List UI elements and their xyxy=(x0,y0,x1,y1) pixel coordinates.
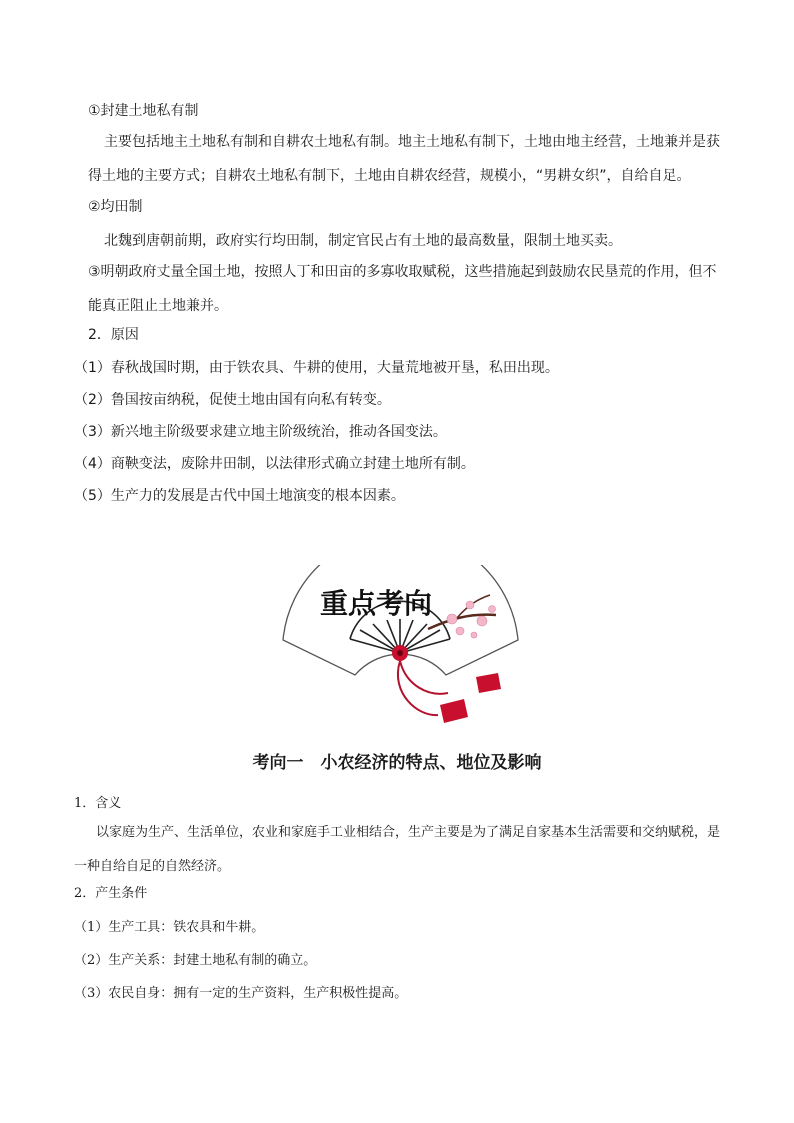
condition-item-3: （3）农民自身：拥有一定的生产资料，生产积极性提高。 xyxy=(74,986,408,1001)
cause-item-1: （1）春秋战国时期，由于铁农具、牛耕的使用，大量荒地被开垦，私田出现。 xyxy=(74,360,559,376)
definition-title: 1．含义 xyxy=(74,796,122,811)
banner-text: 重点考向 xyxy=(320,587,433,620)
item2-body: 北魏到唐朝前期，政府实行均田制，制定官民占有土地的最高数量，限制土地买卖。 xyxy=(104,233,622,249)
condition-item-2: （2）生产关系：封建土地私有制的确立。 xyxy=(74,953,317,968)
item1-body: 主要包括地主土地私有制和自耕农土地私有制。地主土地私有制下，土地由地主经营，土地兼并是获得土地的主要方式；自耕农土地私有制下，土地由自耕农经营，规模小，“男耕女织”，自给自足。 xyxy=(88,134,720,184)
cause-item-5: （5）生产力的发展是古代中国土地演变的根本因素。 xyxy=(74,488,405,504)
section-heading: 考向一 小农经济的特点、地位及影响 xyxy=(252,753,542,773)
definition-body: 以家庭为生产、生活单位，农业和家庭手工业相结合，生产主要是为了满足自家基本生活需要和交纳赋税，是一种自给自足的自然经济。 xyxy=(74,825,721,874)
item2-title: ②均田制 xyxy=(88,199,143,215)
folding-fan-icon xyxy=(278,565,523,730)
condition-item-1: （1）生产工具：铁农具和牛耕。 xyxy=(74,920,265,935)
cause-item-3: （3）新兴地主阶级要求建立地主阶级统治，推动各国变法。 xyxy=(74,424,447,440)
conditions-title: 2．产生条件 xyxy=(74,886,148,901)
cause-item-4: （4）商鞅变法，废除井田制，以法律形式确立封建土地所有制。 xyxy=(74,456,475,472)
section-title-causes: 2．原因 xyxy=(88,327,139,343)
item1-title: ①封建土地私有制 xyxy=(88,103,199,119)
item3-body: ③明朝政府丈量全国土地，按照人丁和田亩的多寡收取赋税，这些措施起到鼓励农民垦荒的作用，但不能真正阻止土地兼并。 xyxy=(88,264,717,314)
cause-item-2: （2）鲁国按亩纳税，促使土地由国有向私有转变。 xyxy=(74,392,391,408)
